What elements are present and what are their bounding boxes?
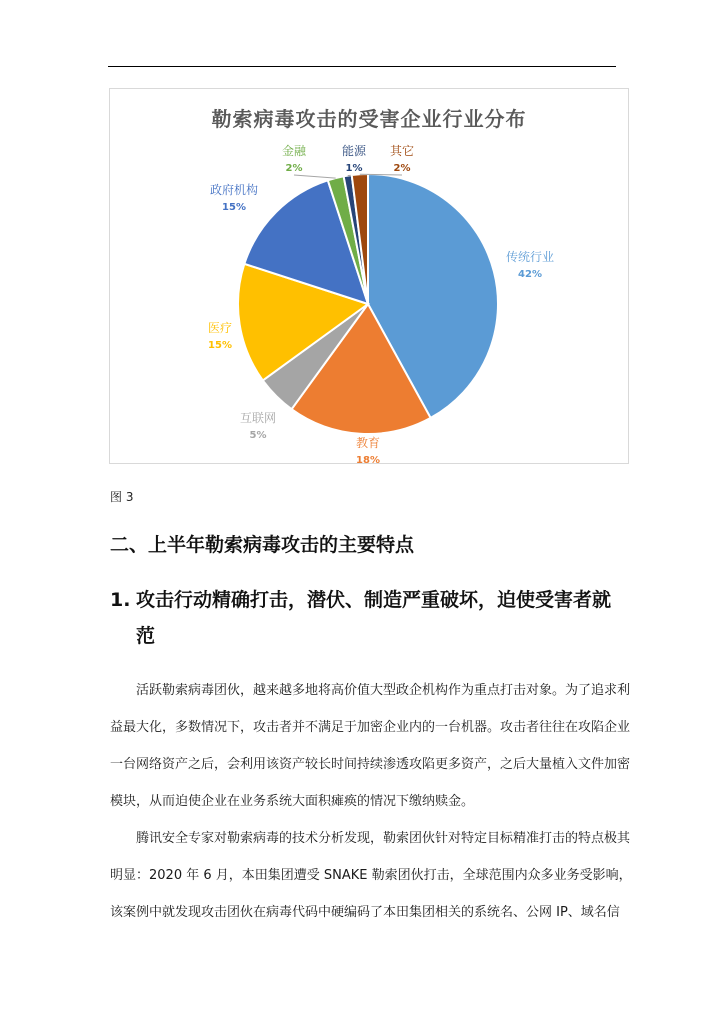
pie-chart [109, 88, 629, 464]
paragraph-2 [110, 820, 632, 931]
subsection-title-line2: 范 [136, 625, 156, 647]
slice-percent-label: 5% [249, 430, 267, 441]
slice-label: 能源 [341, 144, 367, 158]
slice-percent-label: 2% [393, 163, 411, 174]
paragraph-line: 一台网络资产之后，会利用该资产较长时间持续渗透攻陷更多资产，之后大量植入文件加密 [110, 757, 631, 772]
slice-percent-label: 1% [345, 163, 363, 174]
chart-title: 勒索病毒攻击的受害企业行业分布 [211, 107, 527, 131]
subsection-number: 1. [110, 589, 131, 611]
slice-percent-label: 2% [285, 163, 303, 174]
slice-percent-label: 15% [222, 202, 246, 213]
subsection-heading [110, 582, 620, 654]
slice-label: 医疗 [207, 321, 233, 335]
subsection-title-line1: 攻击行动精确打击，潜伏、制造严重破坏，迫使受害者就 [136, 589, 612, 611]
header-rule [108, 66, 616, 67]
slice-percent-label: 15% [208, 340, 232, 351]
slice-label: 传统行业 [505, 250, 555, 264]
paragraph-line: 该案例中就发现攻击团伙在病毒代码中硬编码了本田集团相关的系统名、公网 IP、域名信 [110, 905, 620, 920]
paragraph-1 [110, 672, 631, 820]
slice-label: 金融 [281, 144, 307, 158]
paragraph-line: 益最大化，多数情况下，攻击者并不满足于加密企业内的一台机器。攻击者往往在攻陷企业 [110, 720, 631, 735]
slice-label: 其它 [389, 144, 415, 158]
slice-percent-label: 18% [356, 455, 380, 463]
slice-label: 政府机构 [209, 183, 259, 197]
section-heading: 二、上半年勒索病毒攻击的主要特点 [110, 534, 415, 556]
paragraph-line: 模块，从而迫使企业在业务系统大面积瘫痪的情况下缴纳赎金。 [110, 794, 475, 809]
figure-caption: 图 3 [110, 490, 134, 504]
paragraph-line: 活跃勒索病毒团伙，越来越多地将高价值大型政企机构作为重点打击对象。为了追求利 [110, 683, 631, 698]
paragraph-line: 腾讯安全专家对勒索病毒的技术分析发现，勒索团伙针对特定目标精准打击的特点极其 [110, 831, 631, 846]
pie-chart-svg [110, 89, 628, 463]
slice-label: 互联网 [239, 411, 277, 425]
slice-label: 教育 [355, 436, 381, 450]
leader-line [360, 174, 402, 175]
leader-line [294, 175, 336, 178]
paragraph-line: 明显：2020 年 6 月，本田集团遭受 SNAKE 勒索团伙打击，全球范围内众多业务受影响， [110, 868, 632, 883]
slice-percent-label: 42% [518, 269, 542, 280]
